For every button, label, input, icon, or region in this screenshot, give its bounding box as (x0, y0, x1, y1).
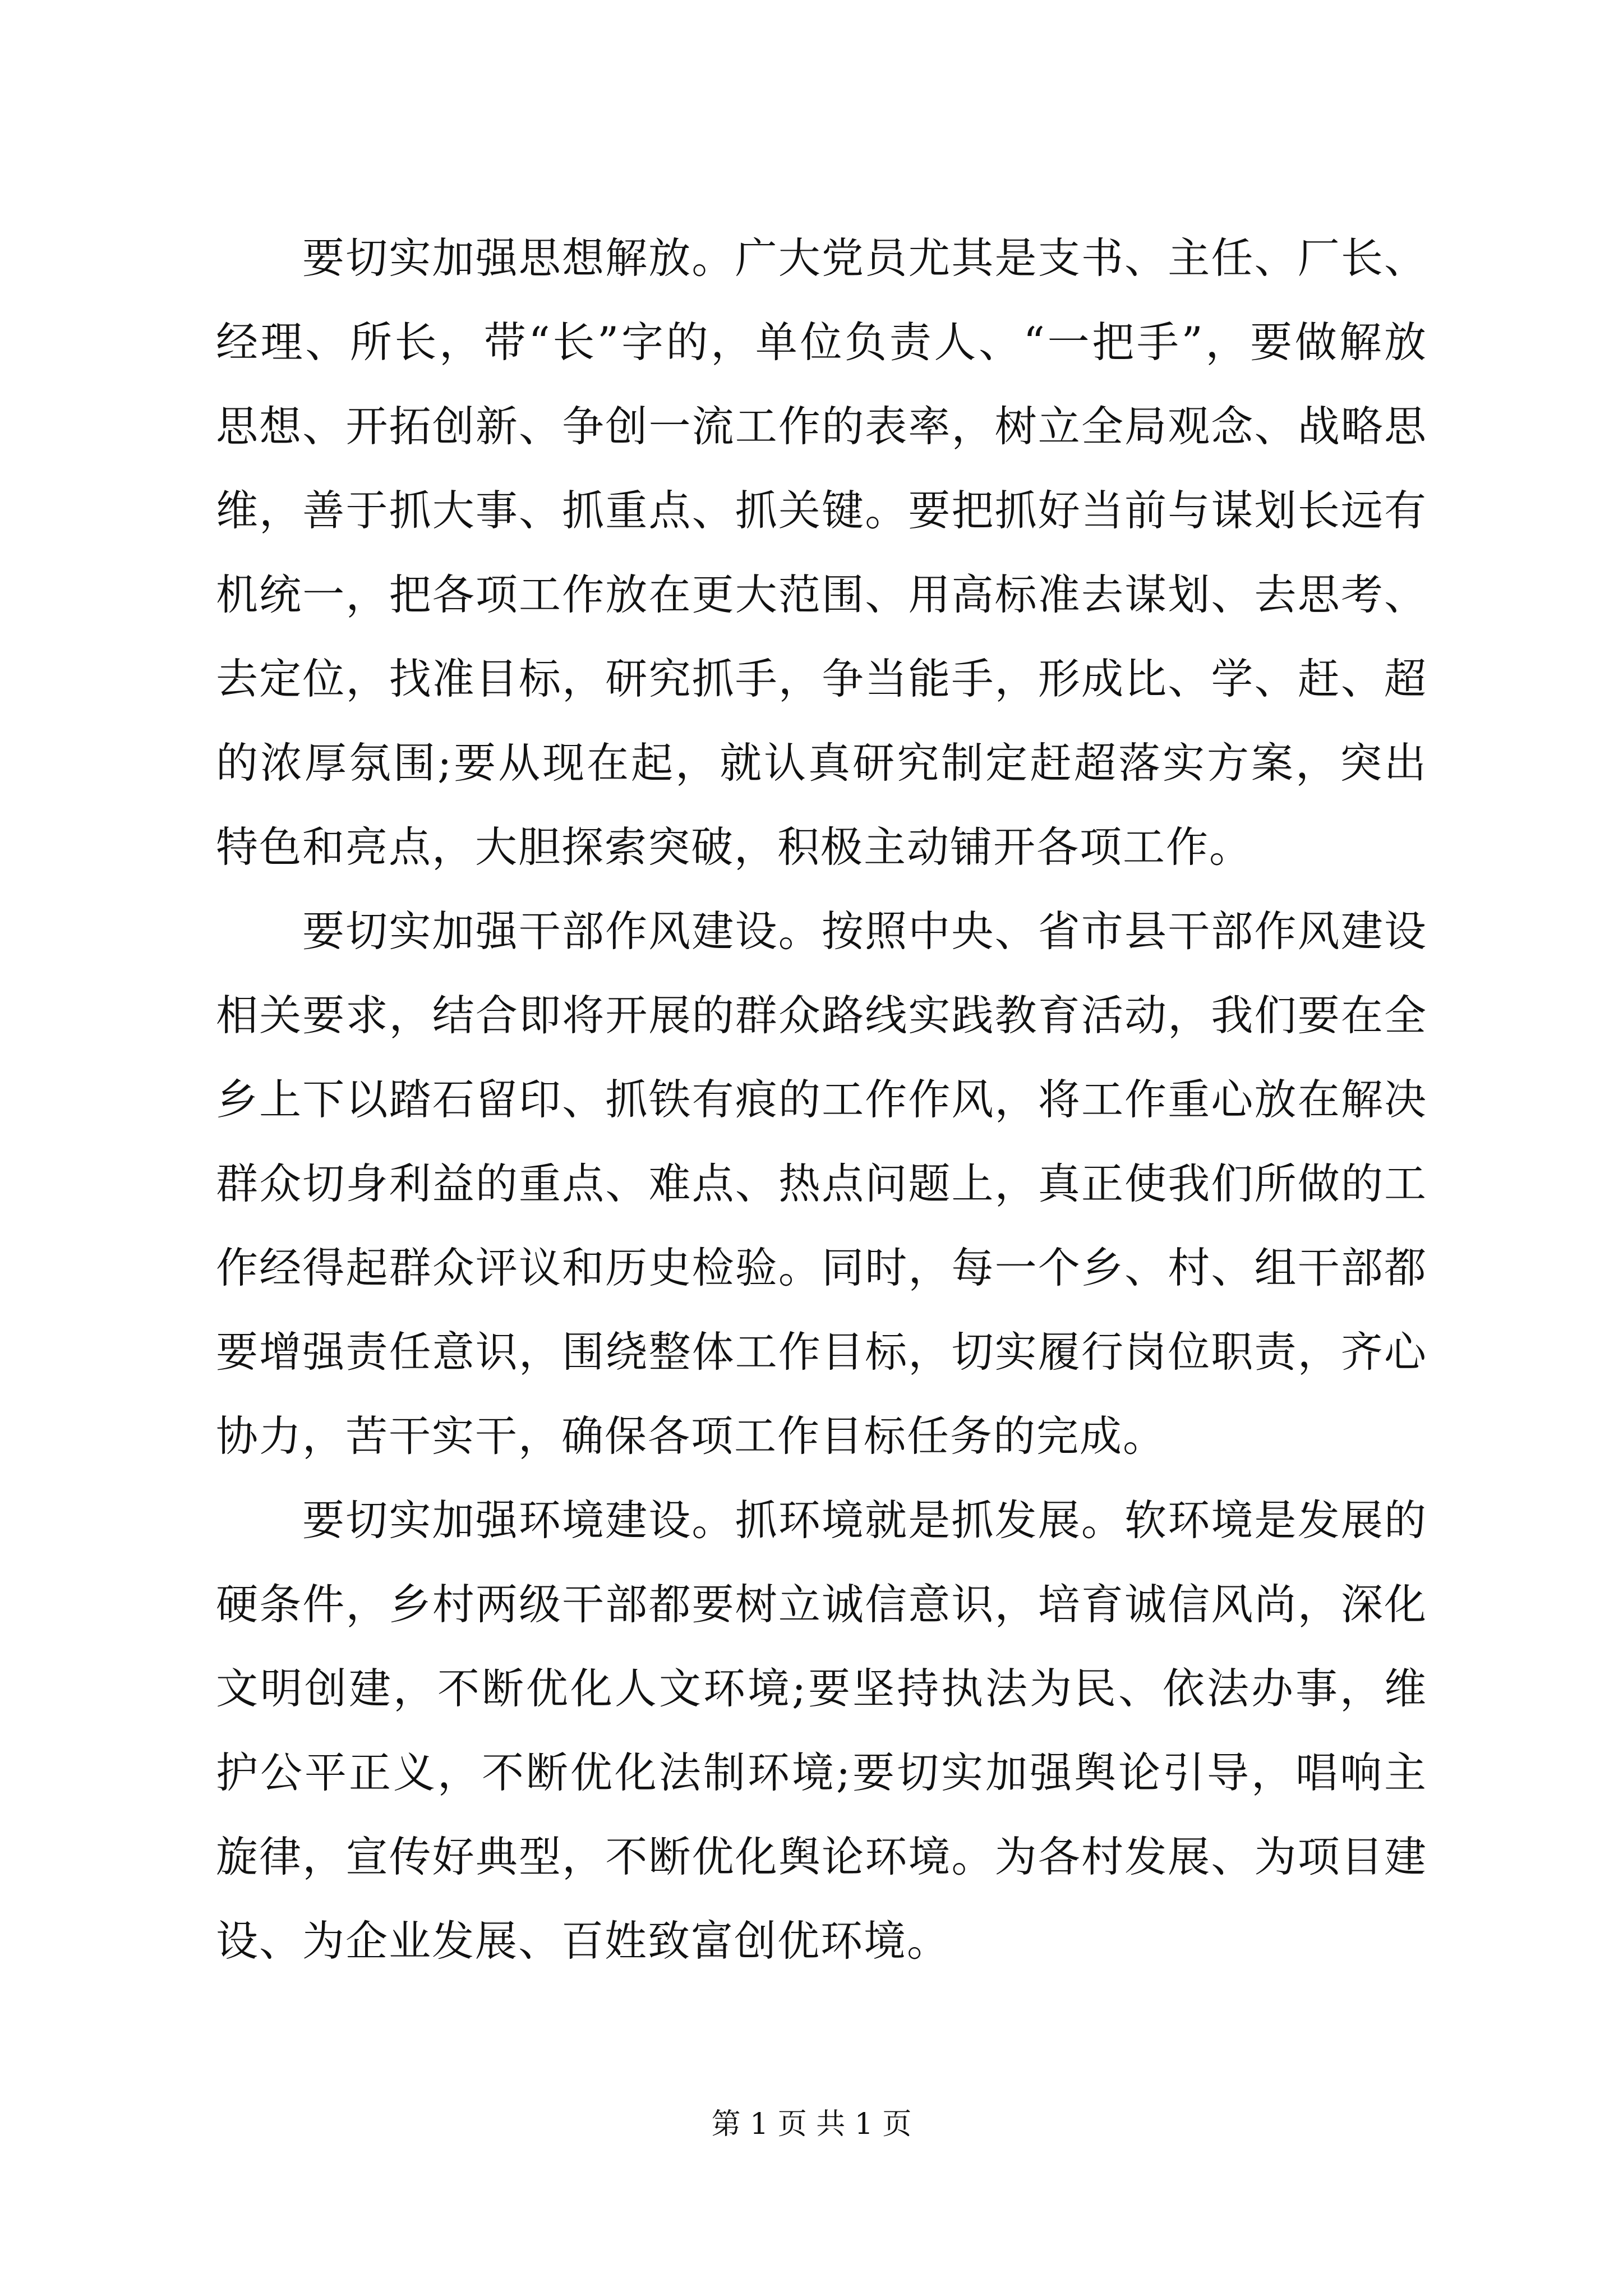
document-body (216, 216, 1427, 1983)
paragraph-cadre-style: 要切实加强干部作风建设。按照中央、省市县干部作风建设相关要求，结合即将开展的群众路线实践教育活动，我们要在全乡上下以踏石留印、抓铁有痕的工作作风，将工作重心放在解决群众切身利益的重点、难点、热点问题上，真正使我们所做的工作经得起群众评议和历史检验。同时，每一个乡、村、组干部都要增强责任意识，围绕整体工作目标，切实履行岗位职责，齐心协力，苦干实干，确保各项工作目标任务的完成。 (216, 907, 1427, 1461)
paragraph-thought-liberation: 要切实加强思想解放。广大党员尤其是支书、主任、厂长、经理、所长，带“长”字的，单位负责人、“一把手”，要做解放思想、开拓创新、争创一流工作的表率，树立全局观念、战略思维，善于抓大事、抓重点、抓关键。要把抓好当前与谋划长远有机统一，把各项工作放在更大范围、用高标准去谋划、去思考、去定位，找准目标，研究抓手，争当能手，形成比、学、赶、超的浓厚氛围;要从现在起，就认真研究制定赶超落实方案，突出特色和亮点，大胆探索突破，积极主动铺开各项工作。 (216, 233, 1427, 872)
paragraph-environment: 要切实加强环境建设。抓环境就是抓发展。软环境是发展的硬条件，乡村两级干部都要树立诚信意识，培育诚信风尚，深化文明创建，不断优化人文环境;要坚持执法为民、依法办事，维护公平正义，不断优化法制环境;要切实加强舆论引导，唱响主旋律，宣传好典型，不断优化舆论环境。为各村发展、为项目建设、为企业发展、百姓致富创优环境。 (216, 1496, 1427, 1966)
page-footer: 第 1 页 共 1 页 (711, 2108, 912, 2141)
